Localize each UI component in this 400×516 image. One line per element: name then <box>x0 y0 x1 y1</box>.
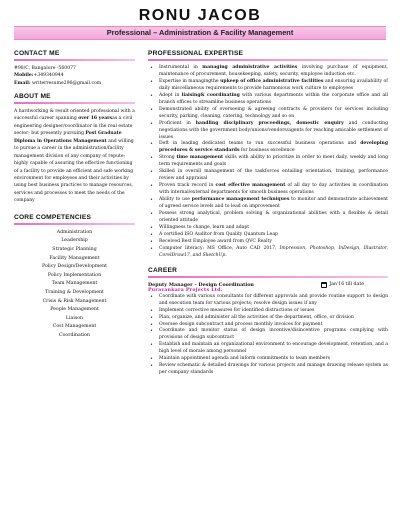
expertise-text: Computer literacy: MS Office, Auto CAD 2017, <box>159 245 280 251</box>
competency-item: People Management <box>50 307 99 313</box>
competency-item: Liaison <box>65 315 84 321</box>
expertise-rule <box>148 59 388 61</box>
expertise-highlight: performance management techniques <box>191 197 290 203</box>
expertise-text: Willingness to change, learn and adapt <box>159 224 250 230</box>
address-line: #98/C, Bangalore -560077 <box>14 66 76 71</box>
expertise-text: Possess strong analytical, problem solving & organizational abilities with a flexible & detail oriented attitude <box>159 211 388 223</box>
job-title: Deputy Manager – Design Coordination <box>148 281 254 288</box>
about-text-2: as a civil engineering designer/coordinator in the real estate sector; but presently pursuing <box>14 116 133 137</box>
competency-item: Policy Design/Development <box>42 264 107 270</box>
left-column <box>14 50 135 341</box>
about-bold-2: Post Graduate Diploma in Operations Management <box>14 131 122 144</box>
career-item: • Coordinate with various consultants for different approvals and provide routine support to design and execution team for various projects; resolve design issues if any <box>148 294 388 308</box>
competency-item: Administration <box>56 229 93 235</box>
expertise-text: Received Best Employee award from QVC Realty <box>159 238 272 244</box>
expertise-text-tail: skills with ability to prioritize in order to meet daily, weekly and long term requirements and goals <box>159 155 388 168</box>
career-item: • Maintain appointment agenda and inform commitments to team members <box>148 356 388 363</box>
email-line <box>14 80 135 87</box>
expertise-text: Adept in <box>159 92 182 98</box>
expertise-text: Strong <box>159 155 177 161</box>
career-item: • Implement corrective measures for identified distractions or issues <box>148 308 388 315</box>
expertise-item <box>148 239 388 246</box>
expertise-item <box>148 183 388 197</box>
expertise-highlight: managing administrative activities <box>202 65 298 70</box>
competency-item: Team Management <box>51 281 98 287</box>
expertise-highlight: cost effective management <box>215 183 286 189</box>
professional-title: Professional – Administration & Facility Management <box>14 26 386 40</box>
expertise-text: A certified ISO Auditor from Quality Quantum Leap <box>159 231 278 237</box>
expertise-text: Skilled in overall management of the taskforces entailing orientation, training, performance review and appraisal <box>159 169 388 182</box>
career-list <box>148 294 388 377</box>
expertise-item <box>148 107 388 121</box>
competency-item: Policy Implementation <box>47 272 102 278</box>
expertise-text: Proficient in <box>159 120 196 126</box>
contact-rule <box>14 59 135 61</box>
competency-item: Crisis & Risk Management <box>42 298 107 304</box>
expertise-item <box>148 232 388 239</box>
expertise-text-tail: with various departments within the corporate office and all branch offices to streamline business operations <box>159 92 388 105</box>
expertise-highlight: time management <box>176 155 224 161</box>
expertise-highlight: handling disciplinary proceedings, domestic enquiry <box>195 120 344 126</box>
expertise-item <box>148 155 388 169</box>
about-paragraph <box>14 108 135 205</box>
competencies-rule <box>14 223 135 225</box>
expertise-text: Expertise in managingthe <box>159 78 221 84</box>
expertise-item <box>148 79 388 93</box>
expertise-item <box>148 65 388 79</box>
email-label: Email: <box>14 80 31 86</box>
about-heading: ABOUT ME <box>14 92 51 100</box>
competency-item: Leadership <box>61 238 88 244</box>
expertise-text-tail: of all day to day activities in coordination with internal/external departments for smooth business operations <box>159 183 389 196</box>
competency-item: Strategic Planning <box>52 246 97 252</box>
expertise-highlight: liaising& coordinating <box>181 92 240 98</box>
career-item: • Review schematic & detailed drawings for various projects and manage drawing release system as per company standards <box>148 363 388 377</box>
candidate-name: RONU JACOB <box>138 7 262 24</box>
right-column <box>148 50 388 377</box>
email-value[interactable]: writerresume296@gmail.com <box>32 80 102 86</box>
competency-item: Training & Development <box>45 289 104 295</box>
expertise-item <box>148 169 388 183</box>
calendar-icon <box>321 282 327 288</box>
expertise-item <box>148 211 388 225</box>
expertise-text-tail: and ensuring availability of daily miscellaneous requirements to provide harmonious work culture to employees <box>159 78 388 91</box>
job-date-text: Jan'16 till date <box>329 282 364 288</box>
expertise-text: Ability to use <box>159 197 192 203</box>
expertise-italic: Impression, Photoshop, InDesign, Illustrator, CorelDraw17, and SketchUp. <box>159 245 388 258</box>
about-text-3: and willing to pursue a career in the administration/facility management division of any company of repute; highly capable of assuring the effective functioning of a facility to provide an efficient and safe working environment for employees and their activities by using best business practices to manage resources, services and processes to meet the needs of the company <box>14 138 134 204</box>
about-bold-1: over 16 years <box>78 116 113 122</box>
about-rule <box>14 102 135 104</box>
contact-block <box>14 65 135 87</box>
expertise-text: Instrumental in <box>159 65 203 70</box>
career-item: • Establish and maintain an organizational environment to encourage development, retention, and a high level of morale among personnel <box>148 342 388 356</box>
expertise-text-tail: to monitor and demonstrate achievement of agreed service levels and to lead on improvement <box>159 197 388 210</box>
expertise-item <box>148 141 388 155</box>
expertise-heading: PROFESSIONAL EXPERTISE <box>148 50 244 57</box>
expertise-list <box>148 65 388 260</box>
competencies-heading: CORE COMPETENCIES <box>14 213 92 221</box>
career-item: • Oversee design subcontract and process monthly invoices for payment <box>148 322 388 329</box>
expertise-text: Proven track record in <box>159 183 216 189</box>
expertise-text-tail: for business excellence <box>239 148 295 154</box>
job-date <box>321 282 388 288</box>
expertise-item <box>148 246 388 260</box>
expertise-highlight: upkeep of office administrative facilities <box>220 78 324 84</box>
expertise-text-tail: and conducting negotiations with the government body/unions/vendors/agents for reaching amicable settlement of issues <box>159 120 388 140</box>
expertise-text: Demonstrated ability of overseeing & agreeing contracts & providers for services including security, parking, cleaning, catering, technology and so on <box>159 106 388 119</box>
career-item: • Coordinate and monitor status of design incentive/disincentive programs complying with provisions of design subcontract <box>148 328 388 342</box>
expertise-text-tail: involving purchase of equipment, maintenance of procurement, housekeeping, safety, security, employee induction etc. <box>159 65 388 77</box>
competency-item: Cost Management <box>52 324 97 330</box>
career-item: • Plan, organize, and administer all the activities of the department, office, or division <box>148 315 388 322</box>
expertise-highlight: developing procedures & service standards <box>159 141 388 154</box>
career-rule <box>148 276 388 278</box>
competencies-list <box>14 229 135 341</box>
competency-item: Coordination <box>58 332 90 338</box>
mobile-line <box>14 72 135 79</box>
competency-item: Facility Management <box>49 255 100 261</box>
expertise-item <box>148 225 388 232</box>
about-text-1: A hardworking & result oriented professional with a successful career spanning <box>14 108 135 122</box>
expertise-item <box>148 121 388 142</box>
contact-heading: CONTACT ME <box>14 50 60 57</box>
expertise-item <box>148 93 388 107</box>
mobile-label: Mobile: <box>14 73 34 79</box>
expertise-item <box>148 197 388 211</box>
company-name: Puravankara Projects Ltd. <box>148 287 223 293</box>
mobile-value: +349340944 <box>33 73 64 79</box>
expertise-text: Deft in leading dedicated teams to run successful business operations and <box>159 141 361 147</box>
career-heading: CAREER <box>148 266 178 274</box>
